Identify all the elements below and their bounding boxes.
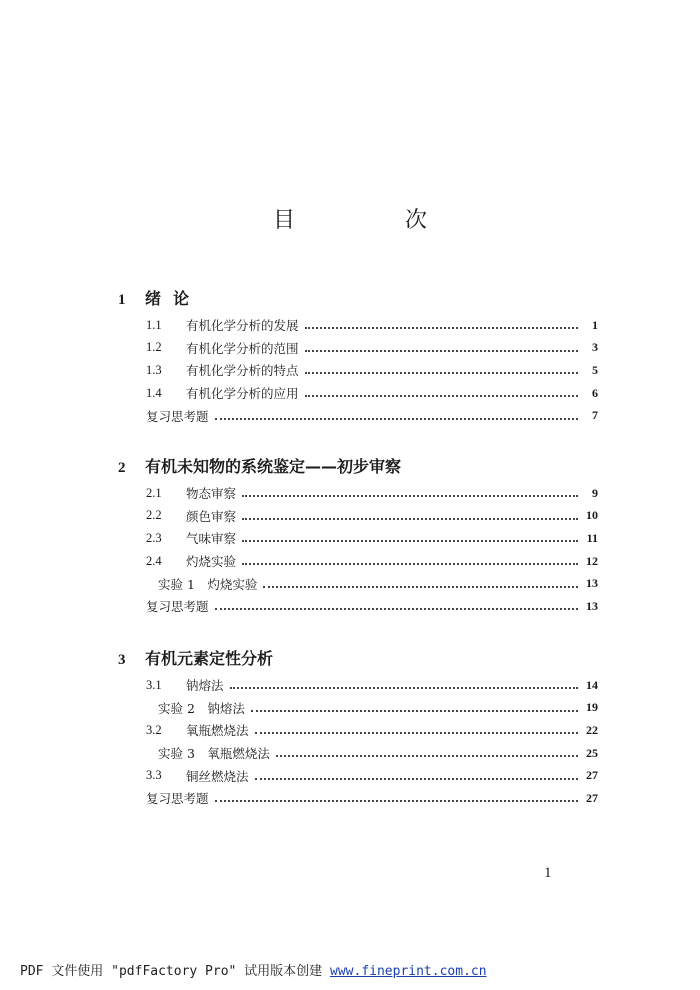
dot-leader xyxy=(305,350,578,352)
dot-leader xyxy=(305,327,578,329)
toc-entry[interactable] xyxy=(118,572,598,595)
toc-entry[interactable] xyxy=(118,742,598,765)
chapter-heading xyxy=(118,286,598,308)
toc-entry[interactable] xyxy=(118,550,598,573)
chapter-title: 有机元素定性分析 xyxy=(145,649,274,668)
entry-label: 颜色审察 xyxy=(186,508,237,524)
entry-label: 铜丝燃烧法 xyxy=(186,768,249,784)
footer-text: PDF 文件使用 "pdfFactory Pro" 试用版本创建 xyxy=(20,964,331,979)
entry-page: 3 xyxy=(592,340,598,355)
entry-label: 有机化学分析的发展 xyxy=(186,318,299,334)
toc-entry[interactable] xyxy=(118,482,598,505)
entry-page: 5 xyxy=(592,362,598,377)
dot-leader xyxy=(263,586,578,588)
dot-leader xyxy=(305,395,578,397)
dot-leader xyxy=(215,418,578,420)
entry-number: 3.3 xyxy=(146,768,162,783)
dot-leader xyxy=(230,687,578,689)
dot-leader xyxy=(242,540,578,542)
dot-leader xyxy=(215,608,578,610)
dot-leader xyxy=(255,732,578,734)
dot-leader xyxy=(215,800,578,802)
entry-page: 1 xyxy=(592,317,598,332)
entry-label: 氧瓶燃烧法 xyxy=(186,723,249,739)
chapter-heading xyxy=(118,454,598,476)
entry-page: 22 xyxy=(586,722,598,737)
entry-number: 1.2 xyxy=(146,340,162,355)
entry-page: 9 xyxy=(592,485,598,500)
footer-link[interactable]: www.fineprint.com.cn xyxy=(330,964,487,979)
chapter-heading xyxy=(118,646,598,668)
entry-page: 13 xyxy=(586,598,598,613)
chapter-title: 有机未知物的系统鉴定——初步审察 xyxy=(145,457,402,476)
entry-page: 27 xyxy=(586,768,598,783)
entry-label: 有机化学分析的特点 xyxy=(186,363,299,379)
dot-leader xyxy=(242,563,578,565)
entry-number: 2.3 xyxy=(146,530,162,545)
toc-entry[interactable] xyxy=(118,697,598,720)
chapter-1 xyxy=(118,286,598,427)
entry-number: 1.3 xyxy=(146,362,162,377)
entry-page: 10 xyxy=(586,508,598,523)
entry-number: 2.2 xyxy=(146,508,162,523)
entry-page: 25 xyxy=(586,745,598,760)
entry-page: 14 xyxy=(586,677,598,692)
entry-label: 实验 3 氧瓶燃烧法 xyxy=(158,746,270,762)
entry-page: 27 xyxy=(586,790,598,805)
toc-entry[interactable] xyxy=(118,314,598,337)
toc-entry[interactable] xyxy=(118,404,598,427)
entry-label: 物态审察 xyxy=(186,486,237,502)
toc-entry[interactable] xyxy=(118,674,598,697)
toc-entry[interactable] xyxy=(118,719,598,742)
dot-leader xyxy=(305,372,578,374)
entry-page: 11 xyxy=(586,530,598,545)
dot-leader xyxy=(251,710,578,712)
chapter-number: 1 xyxy=(118,292,126,308)
entry-label: 有机化学分析的范围 xyxy=(186,340,299,356)
entry-label: 钠熔法 xyxy=(186,678,224,694)
entry-label: 实验 2 钠熔法 xyxy=(158,700,245,716)
entry-number: 1.4 xyxy=(146,385,162,400)
toc-entry[interactable] xyxy=(118,337,598,360)
toc-entry[interactable] xyxy=(118,787,598,810)
page-title: 目 次 xyxy=(272,208,471,233)
toc-entry[interactable] xyxy=(118,359,598,382)
chapter-number: 3 xyxy=(118,652,126,668)
entry-page: 6 xyxy=(592,385,598,400)
toc-entry[interactable] xyxy=(118,764,598,787)
entry-label: 复习思考题 xyxy=(146,791,209,807)
entry-number: 3.2 xyxy=(146,722,162,737)
entry-number: 1.1 xyxy=(146,317,162,332)
entry-page: 7 xyxy=(592,408,598,423)
entry-label: 灼烧实验 xyxy=(186,554,237,570)
entry-number: 3.1 xyxy=(146,677,162,692)
entry-label: 复习思考题 xyxy=(146,408,209,424)
toc-entry[interactable] xyxy=(118,595,598,618)
dot-leader xyxy=(276,755,578,757)
entry-page: 13 xyxy=(586,576,598,591)
dot-leader xyxy=(255,778,578,780)
entry-page: 12 xyxy=(586,553,598,568)
entry-number: 2.1 xyxy=(146,485,162,500)
entry-label: 气味审察 xyxy=(186,531,237,547)
entry-page: 19 xyxy=(586,700,598,715)
pdf-footer xyxy=(20,960,487,979)
page-number: 1 xyxy=(544,865,552,881)
chapter-title: 绪论 xyxy=(145,289,202,308)
dot-leader xyxy=(242,518,578,520)
toc-entry[interactable] xyxy=(118,505,598,528)
entry-number: 2.4 xyxy=(146,553,162,568)
entry-label: 实验 1 灼烧实验 xyxy=(158,576,258,592)
toc-entry[interactable] xyxy=(118,382,598,405)
chapter-number: 2 xyxy=(118,460,126,476)
chapter-3 xyxy=(118,646,598,810)
toc-entry[interactable] xyxy=(118,527,598,550)
entry-label: 复习思考题 xyxy=(146,599,209,615)
chapter-2 xyxy=(118,454,598,618)
entry-label: 有机化学分析的应用 xyxy=(186,386,299,402)
dot-leader xyxy=(242,495,578,497)
